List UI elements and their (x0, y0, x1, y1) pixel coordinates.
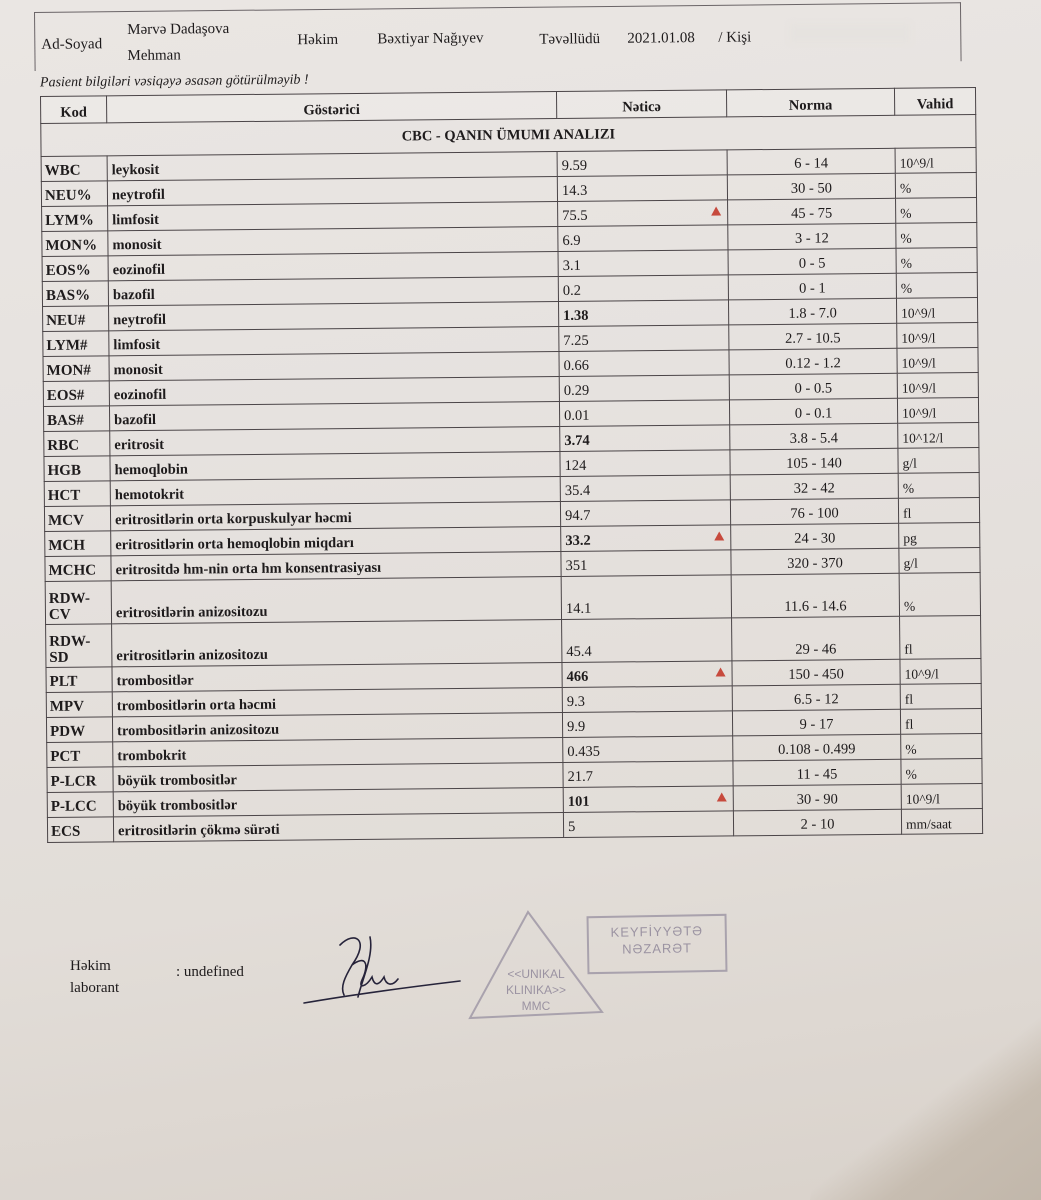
row-norm (728, 248, 896, 275)
column-header-result: Nəticə (556, 90, 726, 119)
row-code (44, 506, 110, 532)
row-indicator-text: eozinofil (112, 261, 166, 279)
row-norm (732, 616, 900, 661)
row-unit (897, 323, 978, 349)
row-result (557, 150, 727, 177)
row-indicator-text: eritrositdə hm-nin orta hm konsentrasiyası (115, 559, 382, 579)
row-result (557, 175, 727, 202)
row-result-text: 35.4 (564, 482, 591, 499)
row-indicator-text: bazofil (112, 286, 155, 304)
row-result (560, 500, 730, 527)
row-code (42, 206, 108, 232)
row-code (45, 556, 111, 582)
row-norm-text: 76 - 100 (790, 505, 839, 522)
row-code (47, 792, 113, 818)
row-result (561, 550, 731, 577)
row-indicator-text: trombositlərin anizositozu (117, 721, 280, 740)
row-code-text: EOS% (45, 262, 91, 279)
row-code (45, 581, 111, 625)
row-result-text: 9.9 (567, 718, 586, 735)
row-norm (728, 198, 896, 225)
row-indicator-text: monosit (112, 236, 162, 254)
row-code-text: NEU% (44, 187, 92, 204)
row-unit-text: % (905, 766, 917, 782)
row-result-text: 33.2 (565, 532, 591, 549)
stamp-box-line1: KEYFİYYƏTƏ (610, 923, 704, 940)
row-norm-text: 2 - 10 (800, 816, 835, 833)
dob-label: Təvəllüdü (539, 31, 601, 48)
row-indicator-text: hemotokrit (114, 486, 185, 504)
patient-name-line2: Mehman (127, 47, 181, 65)
row-unit-text: g/l (903, 555, 918, 571)
redacted-area (790, 24, 910, 42)
row-indicator-text: eritrositlərin anizositozu (115, 603, 268, 622)
row-norm (731, 548, 899, 575)
row-unit (898, 448, 979, 474)
row-result (560, 425, 730, 452)
row-code-text: WBC (44, 162, 81, 179)
row-indicator-text: limfosit (112, 211, 159, 229)
row-unit (898, 473, 979, 499)
row-norm (733, 784, 901, 811)
row-indicator-text: trombositlər (116, 672, 194, 690)
row-unit (897, 348, 978, 374)
row-unit (895, 173, 976, 199)
row-indicator-text: leykosit (111, 161, 160, 179)
row-code (44, 481, 110, 507)
row-unit (896, 273, 977, 299)
row-norm-text: 0 - 1 (799, 280, 826, 297)
abnormal-flag-icon (716, 667, 726, 676)
row-norm-text: 45 - 75 (791, 205, 833, 222)
row-result (561, 575, 731, 620)
row-unit-text: 10^9/l (904, 666, 939, 682)
row-norm (729, 323, 897, 350)
row-result-text: 0.29 (563, 382, 590, 399)
row-norm-text: 320 - 370 (787, 555, 843, 572)
row-result-text: 1.38 (563, 307, 589, 324)
row-unit-text: 10^9/l (901, 305, 936, 321)
abnormal-flag-icon (714, 531, 724, 540)
row-code (45, 531, 111, 557)
row-indicator-text: eritrositlərin orta hemoqlobin miqdarı (115, 535, 354, 554)
row-result-text: 124 (564, 457, 587, 474)
row-result-text: 14.1 (565, 600, 592, 617)
row-norm-text: 3.8 - 5.4 (789, 430, 839, 447)
gender-value: / Kişi (718, 29, 752, 46)
row-norm (729, 348, 897, 375)
row-code (46, 692, 112, 718)
row-unit (896, 223, 977, 249)
column-header-unit: Vahid (894, 88, 975, 116)
row-code (44, 456, 110, 482)
row-norm-text: 6.5 - 12 (793, 691, 839, 708)
row-norm (728, 273, 896, 300)
row-code-text: HGB (47, 462, 82, 479)
row-unit (901, 733, 982, 759)
row-unit (897, 398, 978, 424)
doctor-name: Bəxtiyar Nağıyev (377, 30, 484, 48)
row-code-text: BAS% (45, 287, 91, 304)
row-code-text: RDW-SD (49, 633, 91, 666)
doctor-label: Həkim (297, 31, 339, 49)
row-result (562, 618, 732, 663)
row-norm (732, 659, 900, 686)
row-code (43, 331, 109, 357)
row-norm-text: 30 - 90 (796, 791, 838, 808)
row-indicator-text: eritrositlərin çökmə sürəti (117, 821, 280, 840)
row-unit (895, 148, 976, 174)
row-unit-text: 10^9/l (905, 791, 940, 807)
row-indicator-text: eritrosit (114, 436, 165, 454)
row-result-text: 5 (567, 818, 576, 835)
row-indicator-text: limfosit (113, 336, 161, 354)
row-unit (897, 373, 978, 399)
row-result-text: 0.01 (564, 407, 590, 424)
row-indicator-text: eritrositlərin anizositozu (116, 646, 269, 665)
row-indicator (113, 813, 563, 842)
row-code-text: P-LCR (50, 773, 97, 790)
row-code (42, 281, 108, 307)
row-result (558, 225, 728, 252)
row-result-text: 9.59 (561, 157, 588, 174)
row-norm-text: 0.108 - 0.499 (778, 741, 856, 758)
row-indicator-text: hemoqlobin (114, 461, 189, 479)
patient-name-line1: Mərvə Dadaşova (127, 20, 230, 39)
row-norm (727, 148, 895, 175)
row-norm (727, 173, 895, 200)
row-unit-text: % (903, 598, 916, 614)
row-norm-text: 32 - 42 (793, 480, 835, 497)
row-norm (731, 523, 899, 550)
row-norm-text: 6 - 14 (794, 155, 829, 172)
row-indicator-text: neytrofil (111, 186, 165, 204)
results-table-wrap (40, 87, 982, 843)
row-code-text: RDW-CV (48, 590, 91, 623)
row-result (563, 761, 733, 788)
row-unit (899, 547, 980, 573)
row-result (559, 400, 729, 427)
row-unit-text: fl (902, 505, 912, 521)
row-result (562, 686, 732, 713)
row-code (41, 156, 107, 182)
row-code-text: RBC (47, 437, 80, 454)
stamp-triangle-line1: <<UNIKAL (507, 967, 565, 981)
row-indicator-text: trombokrit (117, 747, 187, 765)
section-title: CBC - QANIN ÜMUMI ANALIZI (41, 115, 976, 157)
row-indicator-text: eozinofil (113, 386, 167, 404)
row-result-text: 466 (566, 668, 589, 685)
footer-hakim-label: Həkim (70, 958, 111, 974)
row-indicator-text: bazofil (114, 411, 157, 429)
results-table (40, 87, 983, 843)
row-norm (730, 473, 898, 500)
row-unit-text: % (902, 480, 915, 496)
row-norm (732, 709, 900, 736)
row-norm-text: 0.12 - 1.2 (785, 355, 841, 372)
row-code-text: LYM# (46, 337, 88, 354)
row-code (41, 181, 107, 207)
row-result (558, 275, 728, 302)
row-unit-text: mm/saat (905, 816, 952, 832)
row-unit-text: 10^12/l (902, 430, 944, 446)
row-result (559, 350, 729, 377)
row-code-text: MON% (45, 237, 98, 254)
abnormal-flag-icon (711, 206, 721, 215)
row-unit-text: 10^9/l (899, 155, 934, 171)
row-unit (896, 298, 977, 324)
row-result-text: 6.9 (562, 232, 581, 249)
row-norm (730, 498, 898, 525)
row-norm-text: 3 - 12 (794, 230, 829, 247)
row-norm (729, 398, 897, 425)
row-unit (899, 522, 980, 548)
row-unit (896, 198, 977, 224)
abnormal-flag-icon (717, 792, 727, 801)
row-code-text: MPV (49, 698, 85, 715)
row-code-text: PCT (50, 748, 81, 765)
paper-fold-shadow (804, 983, 1041, 1200)
row-norm-text: 0 - 5 (798, 255, 826, 272)
row-code-text: EOS# (46, 387, 85, 404)
row-norm-text: 9 - 17 (799, 716, 834, 733)
row-code (46, 624, 112, 668)
row-result (563, 811, 733, 838)
row-code (46, 717, 112, 743)
row-unit-text: fl (904, 716, 914, 732)
dob-value: 2021.01.08 (627, 30, 695, 47)
row-result (559, 375, 729, 402)
row-norm (732, 684, 900, 711)
row-result (562, 711, 732, 738)
row-result (558, 200, 728, 227)
row-unit-text: g/l (902, 455, 917, 471)
quality-control-stamp (587, 914, 728, 974)
row-unit (899, 572, 980, 616)
row-norm (733, 734, 901, 761)
row-result (563, 786, 733, 813)
row-unit-text: 10^9/l (901, 330, 936, 346)
row-code-text: ECS (50, 823, 81, 840)
patient-note: Pasient bilgiləri vəsiqəyə əsasən götürülməyib ! (39, 72, 309, 91)
row-unit-text: % (899, 180, 912, 196)
row-unit-text: 10^9/l (902, 405, 937, 421)
row-result-text: 7.25 (563, 332, 589, 349)
row-code (43, 356, 109, 382)
row-indicator-text: neytrofil (113, 311, 167, 329)
row-result (562, 661, 732, 688)
row-unit-text: pg (903, 530, 917, 546)
row-indicator-text: böyük trombositlər (117, 772, 238, 790)
row-unit-text: % (900, 205, 912, 221)
row-norm-text: 11 - 45 (796, 766, 838, 783)
row-result-text: 0.66 (563, 357, 590, 374)
row-result-text: 351 (565, 557, 588, 574)
row-result (558, 300, 728, 327)
row-norm (728, 298, 896, 325)
row-indicator (111, 577, 561, 624)
row-unit (900, 708, 981, 734)
row-code (46, 667, 112, 693)
row-code (42, 231, 108, 257)
row-unit-text: 10^9/l (901, 380, 937, 396)
row-indicator-text: eritrositlərin orta korpuskulyar həcmi (114, 510, 352, 529)
row-code-text: NEU# (46, 312, 86, 329)
row-code-text: MCH (48, 537, 86, 554)
row-norm-text: 24 - 30 (794, 530, 836, 547)
row-code (42, 256, 108, 282)
row-code (47, 742, 113, 768)
row-norm-text: 2.7 - 10.5 (784, 330, 841, 347)
row-result-text: 0.435 (567, 743, 601, 760)
row-unit-text: fl (904, 641, 913, 657)
clinic-stamp-triangle (466, 908, 606, 1023)
row-unit-text: % (900, 230, 912, 246)
row-norm (731, 573, 899, 618)
row-code (44, 431, 110, 457)
row-result-text: 94.7 (564, 507, 591, 524)
row-code-text: BAS# (47, 412, 84, 429)
column-header-norm: Norma (726, 88, 894, 117)
row-result (560, 450, 730, 477)
column-header-indicator: Göstərici (107, 92, 557, 123)
row-result (558, 250, 728, 277)
stamp-box-line2: NƏZARƏT (621, 940, 693, 957)
row-norm-text: 11.6 - 14.6 (784, 598, 847, 615)
row-unit (900, 658, 981, 684)
row-code (47, 767, 113, 793)
row-result-text: 45.4 (566, 643, 592, 660)
row-unit-text: % (905, 741, 917, 757)
row-result-text: 75.5 (562, 207, 588, 224)
row-unit (898, 423, 979, 449)
footer-laborant-label: laborant (70, 980, 120, 996)
row-norm (733, 759, 901, 786)
row-result (559, 325, 729, 352)
row-result-text: 0.2 (562, 282, 582, 299)
row-norm-text: 30 - 50 (790, 180, 833, 197)
row-unit (901, 758, 982, 784)
row-code-text: MON# (46, 362, 91, 379)
stamp-triangle-line2: KLINIKA>> (505, 983, 567, 997)
row-norm-text: 0 - 0.1 (794, 405, 833, 422)
row-norm-text: 1.8 - 7.0 (788, 305, 837, 322)
row-norm-text: 105 - 140 (786, 455, 842, 472)
row-indicator-text: böyük trombositlər (117, 797, 238, 815)
row-unit (900, 683, 981, 709)
row-norm-text: 29 - 46 (795, 641, 837, 658)
row-code-text: PLT (49, 673, 78, 690)
row-unit (898, 498, 979, 524)
row-norm (733, 809, 901, 836)
row-result (563, 736, 733, 763)
row-code-text: P-LCC (50, 798, 97, 815)
row-result-text: 3.74 (564, 432, 590, 449)
row-result-text: 3.1 (562, 257, 581, 274)
row-result-text: 21.7 (567, 768, 594, 785)
column-header-code: Kod (41, 96, 107, 124)
row-norm (730, 448, 898, 475)
row-result-text: 101 (567, 793, 590, 810)
row-result-text: 14.3 (561, 182, 588, 199)
row-result (561, 525, 731, 552)
row-unit (901, 783, 982, 809)
row-code-text: HCT (47, 487, 81, 504)
row-unit-text: % (900, 280, 913, 296)
row-norm (730, 423, 898, 450)
row-norm (729, 373, 897, 400)
footer-laborant-value: : undefined (176, 964, 244, 980)
row-code-text: MCV (48, 512, 84, 529)
signature (300, 925, 470, 1015)
row-result (560, 475, 730, 502)
row-unit (896, 248, 977, 274)
ad-soyad-label: Ad-Soyad (41, 36, 103, 53)
row-code (43, 306, 109, 332)
row-indicator (112, 620, 562, 667)
row-unit-text: % (900, 255, 912, 271)
row-result-text: 9.3 (566, 693, 586, 710)
row-unit (901, 808, 982, 834)
stamp-triangle-line3: MMC (521, 999, 551, 1013)
row-indicator-text: monosit (113, 361, 163, 379)
row-unit-text: fl (904, 691, 914, 707)
row-norm-text: 0 - 0.5 (794, 380, 833, 397)
row-norm (728, 223, 896, 250)
row-code-text: LYM% (45, 212, 94, 229)
row-code-text: PDW (50, 723, 86, 740)
row-indicator-text: trombositlərin orta həcmi (116, 696, 277, 715)
row-code (43, 381, 109, 407)
row-unit-text: 10^9/l (901, 355, 936, 371)
row-norm-text: 150 - 450 (788, 666, 844, 683)
row-code (47, 817, 113, 843)
row-code-text: MCHC (48, 562, 97, 579)
row-unit (900, 615, 981, 659)
row-code (43, 406, 109, 432)
